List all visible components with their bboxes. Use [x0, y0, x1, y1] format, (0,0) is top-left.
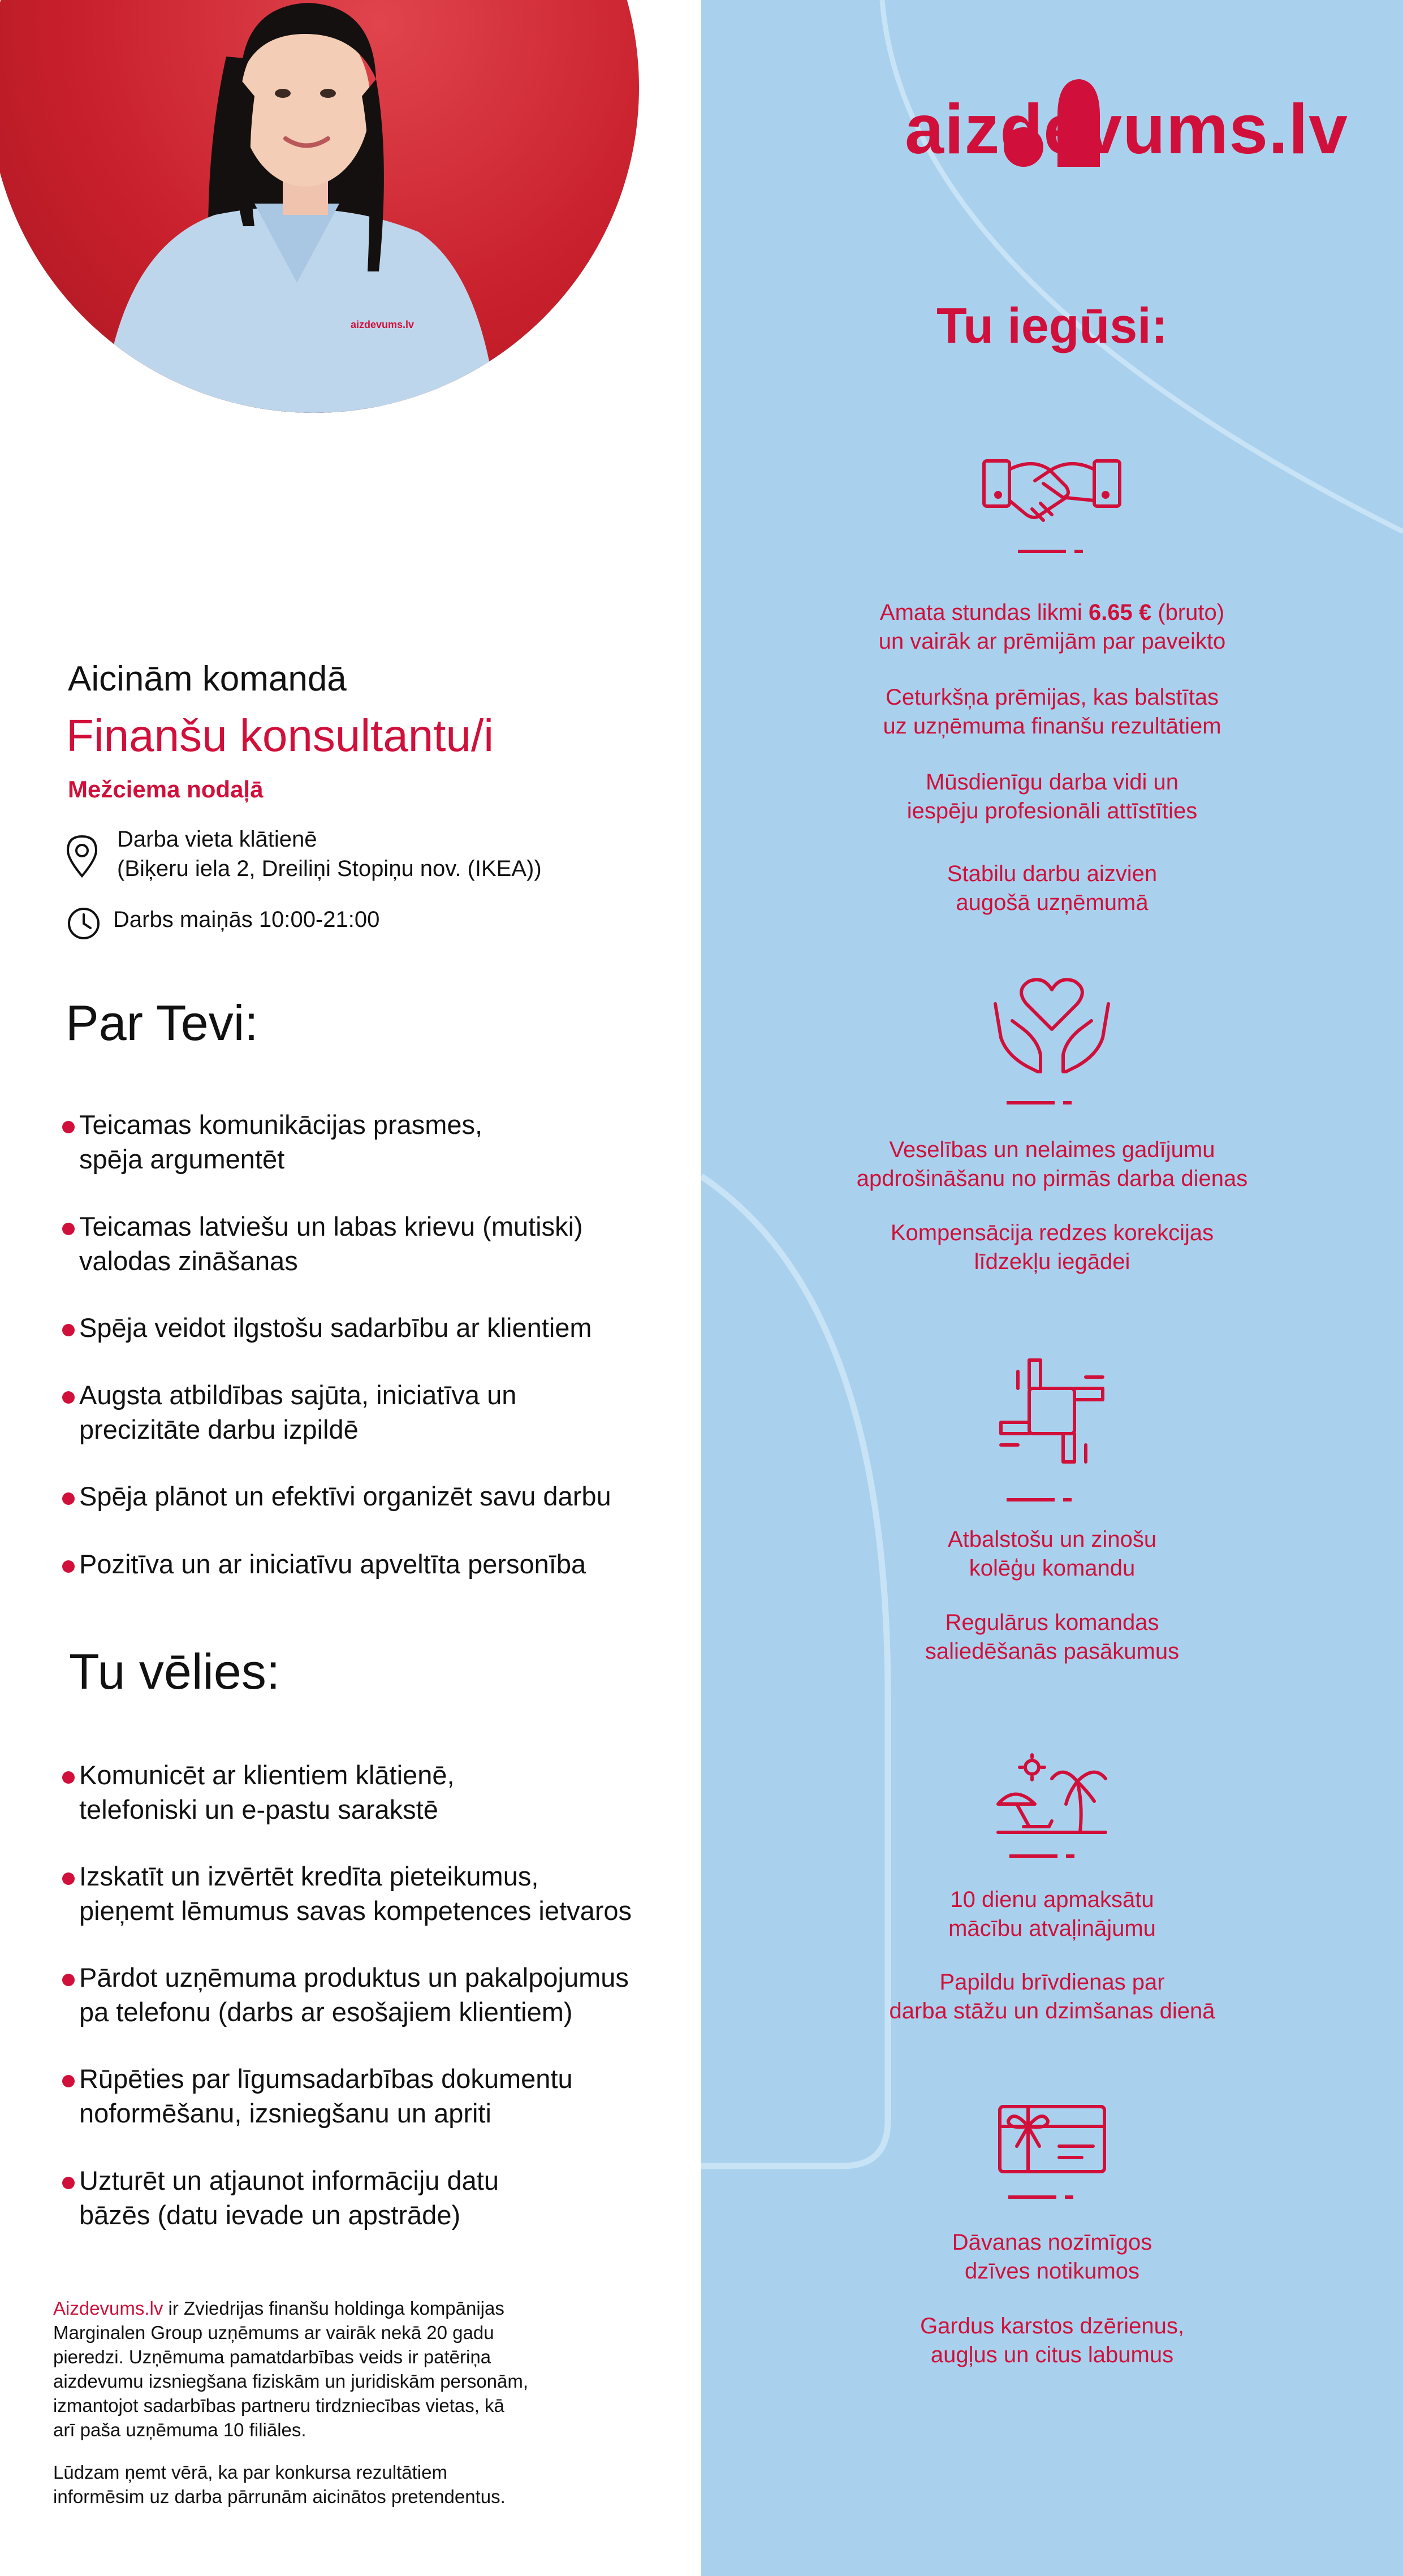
- benefit-quarterly-bonus: Ceturkšņa prēmijas, kas balstītas uz uzņēmuma finanšu rezultātiem: [883, 685, 1221, 739]
- about-you-item: Augsta atbildības sajūta, iniciatīva un precizitāte darbu izpildē: [79, 1378, 516, 1447]
- location-pin-icon: [65, 834, 99, 879]
- about-you-item: Spēja plānot un efektīvi organizēt savu darbu: [79, 1479, 611, 1513]
- benefit-supportive-team: Atbalstošu un zinošu kolēģu komandu: [947, 1527, 1157, 1581]
- company-link[interactable]: Aizdevums.lv: [53, 2298, 163, 2319]
- job-title: Finanšu konsultantu/i: [66, 710, 494, 761]
- benefit-gifts: Dāvanas nozīmīgos dzīves notikumos: [952, 2230, 1152, 2284]
- benefit-stable-job: Stabilu darbu aizvien augošā uzņēmumā: [947, 861, 1158, 915]
- benefits-title: Tu iegūsi:: [936, 297, 1168, 353]
- you-want-item: Pārdot uzņēmuma produktus un pakalpojumus pa telefonu (darbs ar esošajiem klientiem): [79, 1960, 629, 2029]
- you-want-item: Rūpēties par līgumsadarbības dokumentu noformēšanu, izsniegšanu un apriti: [79, 2061, 573, 2130]
- gift-card-icon: [997, 2104, 1108, 2203]
- benefit-team-events: Regulārus komandas saliedēšanās pasākumus: [925, 1610, 1180, 1664]
- beach-palm-icon: [995, 1753, 1108, 1861]
- intro-text: Aicinām komandā: [68, 659, 347, 698]
- department: Mežciema nodaļā: [68, 776, 264, 802]
- handshake-icon: [981, 447, 1123, 560]
- you-want-item: Izskatīt un izvērtēt kredīta pieteikumus, pieņemt lēmumus savas kompetences ietvaros: [79, 1859, 632, 1928]
- about-you-title: Par Tevi:: [66, 995, 258, 1051]
- benefit-extra-days-off: Papildu brīvdienas par darba stāžu un dzimšanas dienā: [889, 1970, 1215, 2023]
- work-hours: Darbs maiņās 10:00-21:00: [113, 907, 380, 932]
- selection-note: Lūdzam ņemt vērā, ka par konkursa rezultātiem informēsim uz darba pārrunām aicinātos pretendentus.: [53, 2462, 506, 2507]
- benefit-vision-compensation: Kompensācija redzes korekcijas līdzekļu iegādei: [890, 1220, 1214, 1274]
- benefit-hourly-rate: Amata stundas likmi 6.65 € (bruto) un vairāk ar prēmijām par paveikto: [878, 600, 1226, 654]
- company-about: Aizdevums.lv ir Zviedrijas finanšu holdinga kompānijas Marginalen Group uzņēmums ar vairāk nekā 20 gadu pieredzi. Uzņēmuma pamatdarbības veids ir patēriņa aizdevumu izsniegšana fiziskām un juridiskām personām, izmantojot sadarbības partneru tirdzniecības vietas, kā arī paša uzņēmuma 10 filiāles.: [53, 2298, 529, 2440]
- employee-illustration: [0, 0, 639, 413]
- about-you-item: Teicamas komunikācijas prasmes, spēja argumentēt: [79, 1107, 482, 1176]
- about-you-item: Pozitīva un ar iniciatīvu apveltīta personība: [79, 1547, 586, 1581]
- benefit-study-leave: 10 dienu apmaksātu mācību atvaļinājumu: [948, 1887, 1156, 1941]
- heart-hands-icon: [992, 976, 1111, 1106]
- clock-icon: [67, 907, 101, 940]
- work-location: Darba vieta klātienē (Biķeru iela 2, Dreiliņi Stopiņu nov. (IKEA)): [117, 827, 542, 881]
- about-you-item: Spēja veidot ilgstošu sadarbību ar klientiem: [79, 1310, 592, 1345]
- benefit-insurance: Veselības un nelaimes gadījumu apdrošināšanu no pirmās darba dienas: [856, 1137, 1248, 1191]
- employee-photo: [0, 0, 639, 413]
- you-want-title: Tu vēlies:: [69, 1643, 280, 1699]
- benefit-work-environment: Mūsdienīgu darba vidi un iespēju profesionāli attīstīties: [906, 770, 1198, 823]
- shirt-logo: aizdevums.lv: [351, 319, 415, 330]
- you-want-item: Komunicēt ar klientiem klātienē, telefoniski un e-pastu sarakstē: [79, 1758, 455, 1827]
- benefit-drinks-fruit: Gardus karstos dzērienus, augļus un citus labumus: [920, 2314, 1184, 2367]
- hourly-rate-value: 6.65 €: [1088, 600, 1152, 625]
- you-want-item: Uzturēt un atjaunot informāciju datu bāzēs (datu ievade un apstrāde): [79, 2163, 499, 2232]
- about-you-item: Teicamas latviešu un labas krievu (mutiski) valodas zināšanas: [79, 1209, 583, 1278]
- teamwork-hands-icon: [995, 1354, 1108, 1513]
- brand-logo-text: aizdevums.lv: [905, 90, 1348, 169]
